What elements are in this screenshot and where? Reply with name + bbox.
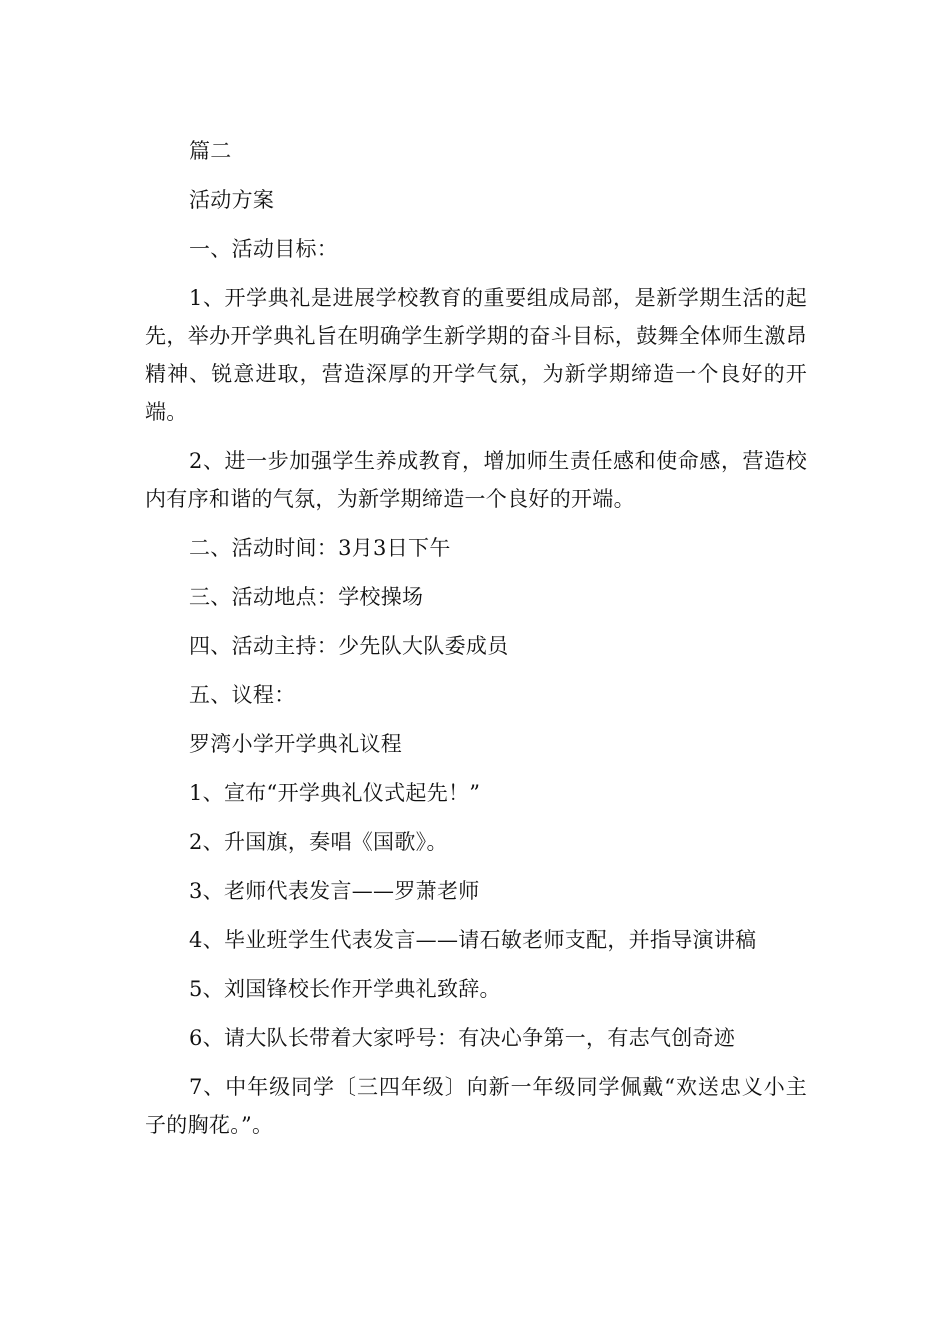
agenda-item-7: 7、中年级同学〔三四年级〕向新一年级同学佩戴“欢送忠义小主子的胸花。”。	[145, 1075, 807, 1137]
activity-host: 四、活动主持：少先队大队委成员	[189, 634, 509, 658]
agenda-item-3: 3、老师代表发言——罗萧老师	[189, 879, 480, 903]
section-heading: 篇二	[189, 139, 232, 163]
agenda-item-5: 5、刘国锋校长作开学典礼致辞。	[189, 977, 501, 1001]
agenda-item-2: 2、升国旗，奏唱《国歌》。	[189, 830, 448, 854]
activity-time: 二、活动时间：3月3日下午	[189, 536, 451, 560]
objective-paragraph-2: 2、进一步加强学生养成教育，增加师生责任感和使命感，营造校内有序和谐的气氛，为新学期缔造一个良好的开端。	[145, 449, 807, 511]
activity-location: 三、活动地点：学校操场	[189, 585, 424, 609]
heading-objectives: 一、活动目标：	[189, 237, 339, 261]
agenda-item-6: 6、请大队长带着大家呼号：有决心争第一，有志气创奇迹	[189, 1026, 736, 1050]
agenda-item-1: 1、宣布“开学典礼仪式起先！”	[189, 781, 481, 805]
document-title: 活动方案	[189, 188, 275, 212]
heading-agenda: 五、议程：	[189, 683, 296, 707]
objective-paragraph-1: 1、开学典礼是进展学校教育的重要组成局部，是新学期生活的起先，举办开学典礼旨在明确学生新学期的奋斗目标，鼓舞全体师生激昂精神、锐意进取，营造深厚的开学气氛，为新学期缔造一个良好的开端。	[145, 286, 807, 424]
agenda-item-4: 4、毕业班学生代表发言——请石敏老师支配，并指导演讲稿	[189, 928, 757, 952]
document-body	[145, 132, 807, 1155]
agenda-title: 罗湾小学开学典礼议程	[189, 732, 402, 756]
